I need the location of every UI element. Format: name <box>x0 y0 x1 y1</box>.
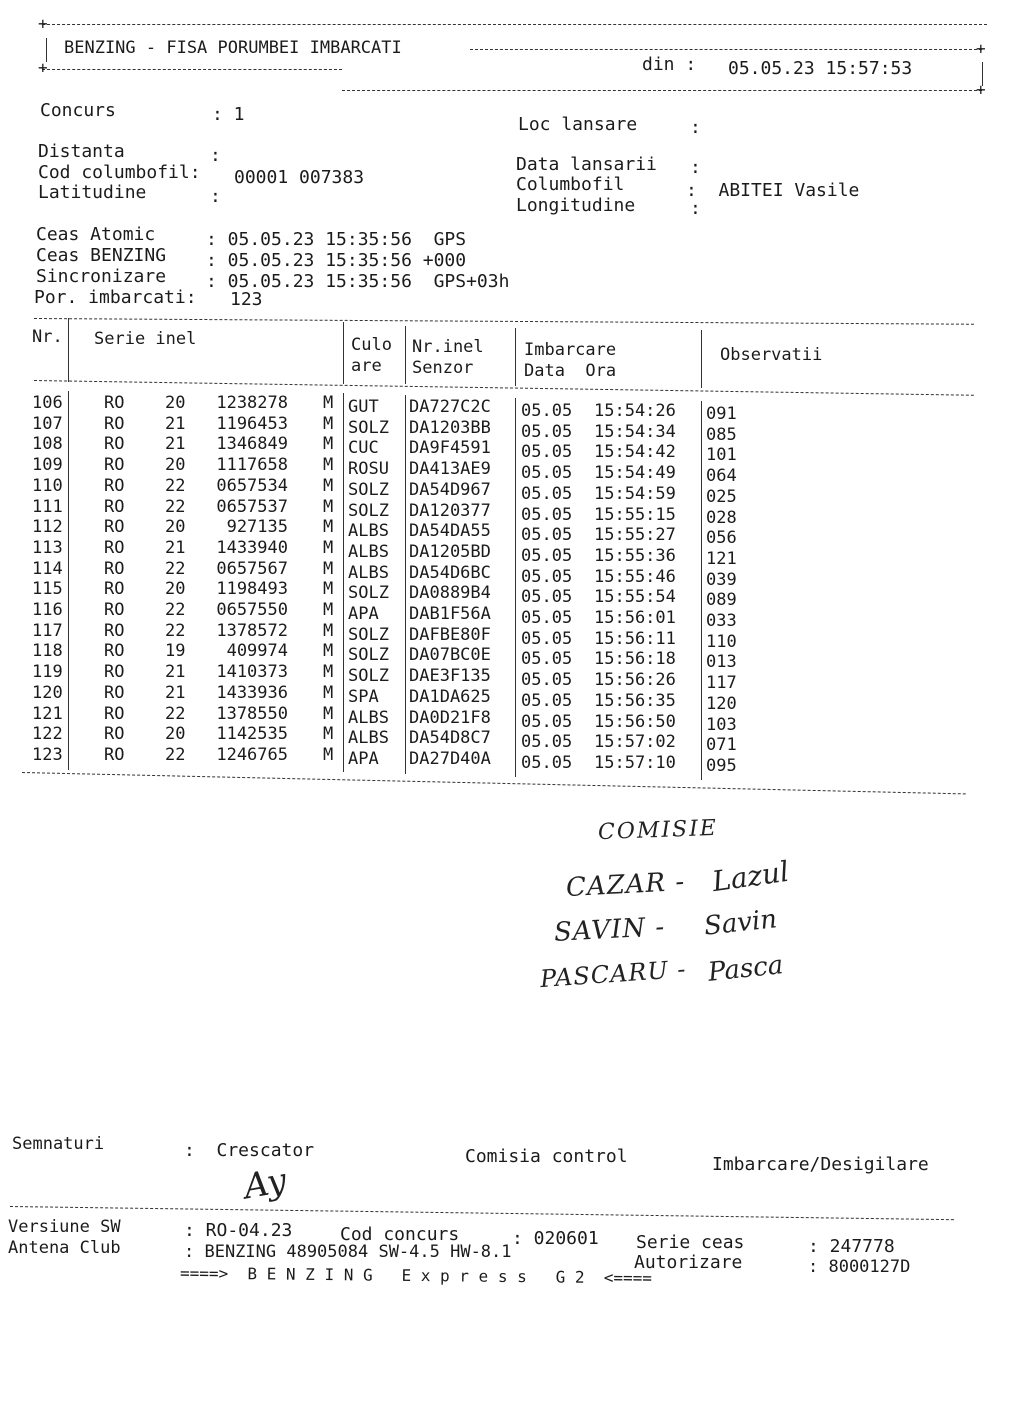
table-header-sep-3 <box>405 326 406 384</box>
crescator-signature: Ay <box>240 1160 290 1208</box>
header-plus-tl: + <box>38 14 48 33</box>
cell-time: 15:57:10 <box>594 752 676 773</box>
commission-signature-2: Savin <box>702 904 779 942</box>
col-header-nr: Nr. <box>32 327 63 347</box>
table-bottom-rule <box>22 772 966 794</box>
header-bottom-rule <box>342 90 982 91</box>
cell-color: SOLZ <box>348 583 389 604</box>
cell-sensor: DA1205BD <box>409 541 491 562</box>
cell-obs: 064 <box>706 466 737 487</box>
cell-sex: M <box>323 434 334 455</box>
cell-date: 05.05 <box>521 752 573 773</box>
cell-country: RO <box>104 496 125 517</box>
cell-ring: 409974 <box>226 641 288 662</box>
cell-year: 21 <box>165 682 186 703</box>
col-header-are: are <box>351 356 382 376</box>
cell-year: 22 <box>165 744 186 765</box>
por-imbarcati-label: Por. imbarcati: <box>34 287 197 308</box>
cell-date: 05.05 <box>521 545 573 566</box>
cell-color: SOLZ <box>348 645 389 666</box>
comisie-handwritten: COMISIE <box>597 815 719 846</box>
cell-color: APA <box>348 604 379 624</box>
cell-country: RO <box>104 413 125 434</box>
cell-sensor: DA54D8C7 <box>409 728 491 749</box>
table-header-sep-2 <box>343 322 344 384</box>
por-imbarcati-value: 123 <box>230 289 263 310</box>
cell-nr: 106 <box>32 393 63 413</box>
cell-nr: 111 <box>32 496 63 517</box>
cod-concurs-label: Cod concurs <box>340 1224 460 1245</box>
col-header-nr-inel: Nr.inel <box>412 337 484 357</box>
latitudine-value: : <box>210 186 221 207</box>
cell-sensor: DA120377 <box>409 500 491 521</box>
cell-sex: M <box>323 393 334 413</box>
cell-nr: 121 <box>32 703 63 724</box>
commission-name-1: CAZAR - <box>565 866 686 904</box>
ceas-benzing-label: Ceas BENZING <box>36 245 167 266</box>
cell-ring: 1142535 <box>216 724 288 745</box>
cell-date: 05.05 <box>521 587 573 608</box>
cell-country: RO <box>104 475 125 496</box>
data-lansarii-label: Data lansarii <box>516 154 657 175</box>
cell-ring: 0657534 <box>216 475 288 496</box>
cell-ring: 0657567 <box>216 558 288 579</box>
cell-color: SPA <box>348 686 379 707</box>
table-header-sep-4 <box>515 328 516 386</box>
sincronizare-label: Sincronizare <box>36 266 167 287</box>
versiune-sw-label: Versiune SW <box>8 1217 121 1237</box>
cell-date: 05.05 <box>521 711 573 732</box>
document-title: BENZING - FISA PORUMBEI IMBARCATI <box>64 38 402 58</box>
cell-ring: 1196453 <box>216 413 288 434</box>
cell-time: 15:56:18 <box>594 649 676 670</box>
cell-sensor: DA9F4591 <box>409 438 491 459</box>
cell-date: 05.05 <box>521 608 573 628</box>
cell-sensor: DA54D6BC <box>409 562 491 583</box>
cell-color: ALBS <box>348 707 389 728</box>
cell-country: RO <box>104 434 125 455</box>
cell-time: 15:57:02 <box>594 732 676 753</box>
cell-sensor: DA54D967 <box>409 479 491 500</box>
cell-obs: 013 <box>706 652 737 673</box>
loc-lansare-label: Loc lansare <box>518 114 638 135</box>
cell-time: 15:56:50 <box>594 711 676 732</box>
cell-year: 20 <box>165 724 186 745</box>
cell-nr: 108 <box>32 434 63 455</box>
cell-ring: 1378572 <box>216 620 288 641</box>
cell-country: RO <box>104 393 125 413</box>
cell-color: CUC <box>348 438 379 459</box>
header-din-label: din : <box>642 54 697 75</box>
cell-sex: M <box>323 620 334 641</box>
longitudine-value: : <box>690 198 701 219</box>
cell-time: 15:56:01 <box>594 608 676 628</box>
cell-obs: 103 <box>706 714 737 735</box>
cell-year: 19 <box>165 641 186 662</box>
cell-obs: 101 <box>706 445 737 466</box>
cell-ring: 927135 <box>226 517 288 538</box>
cell-sensor: DA413AE9 <box>409 459 491 480</box>
cell-country: RO <box>104 744 125 765</box>
cell-color: SOLZ <box>348 479 389 500</box>
cell-date: 05.05 <box>521 690 573 711</box>
header-plus-ml: + <box>38 58 48 77</box>
cell-country: RO <box>104 641 125 662</box>
cell-country: RO <box>104 703 125 724</box>
cell-sensor: DA727C2C <box>409 397 491 417</box>
header-plus-br: + <box>976 80 986 99</box>
cell-ring: 1238278 <box>216 393 288 413</box>
cell-date: 05.05 <box>521 401 573 421</box>
cell-country: RO <box>104 620 125 641</box>
cell-obs: 056 <box>706 528 737 549</box>
longitudine-label: Longitudine <box>516 195 636 216</box>
cell-date: 05.05 <box>521 463 573 484</box>
cell-nr: 113 <box>32 537 63 558</box>
cell-time: 15:55:15 <box>594 504 676 525</box>
cell-obs: 120 <box>706 693 737 714</box>
cell-sex: M <box>323 662 334 683</box>
cell-date: 05.05 <box>521 649 573 670</box>
cell-obs: 033 <box>706 611 737 631</box>
cell-year: 22 <box>165 496 186 517</box>
cell-sex: M <box>323 496 334 517</box>
cell-country: RO <box>104 579 125 600</box>
cell-nr: 119 <box>32 662 63 683</box>
cell-obs: 121 <box>706 548 737 569</box>
col-header-data-ora: Data Ora <box>524 361 617 381</box>
cod-columbofil-value: 00001 007383 <box>234 167 365 188</box>
serie-ceas-label: Serie ceas <box>636 1232 745 1253</box>
cell-time: 15:55:46 <box>594 566 676 587</box>
cell-date: 05.05 <box>521 525 573 546</box>
cell-ring: 1346849 <box>216 434 288 455</box>
imbarcare-desigilare-label: Imbarcare/Desigilare <box>712 1154 929 1175</box>
commission-signature-1: Lazul <box>710 854 791 899</box>
columbofil-value: : ABITEI Vasile <box>686 180 860 201</box>
table-body-sep-4 <box>515 398 516 777</box>
ceas-atomic-value: : 05.05.23 15:35:56 GPS <box>206 229 467 250</box>
cell-time: 15:56:35 <box>594 690 676 711</box>
cell-obs: 110 <box>706 631 737 652</box>
cell-color: GUT <box>348 397 379 417</box>
cell-color: ALBS <box>348 562 389 583</box>
cell-ring: 0657550 <box>216 600 288 620</box>
cell-ring: 1410373 <box>216 662 288 683</box>
col-header-senzor: Senzor <box>412 358 474 378</box>
cell-nr: 116 <box>32 600 63 620</box>
cell-ring: 1433936 <box>216 682 288 703</box>
cell-ring: 1198493 <box>216 579 288 600</box>
cell-obs: 028 <box>706 507 737 528</box>
cell-ring: 1246765 <box>216 744 288 765</box>
cell-nr: 123 <box>32 744 63 765</box>
cell-time: 15:54:59 <box>594 483 676 504</box>
cell-obs: 091 <box>706 404 737 424</box>
table-header-sep-1 <box>68 318 69 382</box>
cell-color: SOLZ <box>348 624 389 645</box>
cell-year: 22 <box>165 703 186 724</box>
cell-year: 22 <box>165 558 186 579</box>
cell-date: 05.05 <box>521 504 573 525</box>
commission-name-3: PASCARU - <box>539 954 688 994</box>
cell-nr: 114 <box>32 558 63 579</box>
cell-time: 15:55:36 <box>594 545 676 566</box>
crescator-label: : Crescator <box>184 1140 315 1161</box>
latitudine-label: Latitudine <box>38 182 147 203</box>
cell-color: SOLZ <box>348 500 389 521</box>
cell-obs: 025 <box>706 486 737 507</box>
semnaturi-label: Semnaturi <box>12 1134 105 1154</box>
cell-sensor: DA07BC0E <box>409 645 491 666</box>
cell-color: SOLZ <box>348 666 389 687</box>
cell-sex: M <box>323 413 334 434</box>
cell-sex: M <box>323 724 334 745</box>
cell-sensor: DA27D40A <box>409 748 491 769</box>
cell-sex: M <box>323 517 334 538</box>
data-lansarii-value: : <box>690 157 701 178</box>
antena-club-value: : BENZING 48905084 SW-4.5 HW-8.1 <box>184 1242 512 1262</box>
autorizare-label: Autorizare <box>634 1252 743 1273</box>
cell-time: 15:54:42 <box>594 442 676 463</box>
cell-country: RO <box>104 724 125 745</box>
cell-color: SOLZ <box>348 417 389 438</box>
cell-sex: M <box>323 744 334 765</box>
cell-year: 21 <box>165 413 186 434</box>
cell-time: 15:54:26 <box>594 401 676 421</box>
cell-date: 05.05 <box>521 566 573 587</box>
cell-sex: M <box>323 579 334 600</box>
cod-columbofil-label: Cod columbofil: <box>38 162 201 183</box>
cell-sex: M <box>323 455 334 476</box>
cell-obs: 095 <box>706 755 737 776</box>
cell-nr: 118 <box>32 641 63 662</box>
concurs-value: : 1 <box>212 104 245 125</box>
cell-obs: 085 <box>706 424 737 445</box>
cell-time: 15:55:27 <box>594 525 676 546</box>
comisia-control-label: Comisia control <box>465 1146 628 1167</box>
cell-sensor: DA0D21F8 <box>409 707 491 728</box>
cell-sensor: DA1203BB <box>409 417 491 438</box>
cell-time: 15:54:34 <box>594 421 676 442</box>
cell-year: 20 <box>165 517 186 538</box>
cell-sensor: DA0889B4 <box>409 583 491 604</box>
distanta-value: : <box>210 145 221 166</box>
cod-concurs-value: : 020601 <box>512 1228 599 1249</box>
table-top-rule <box>34 318 974 325</box>
columbofil-label: Columbofil <box>516 174 625 195</box>
cell-ring: 0657537 <box>216 496 288 517</box>
header-mid-rule <box>42 69 342 70</box>
cell-sex: M <box>323 682 334 703</box>
header-plus-tr: + <box>976 39 986 58</box>
cell-nr: 115 <box>32 579 63 600</box>
cell-obs: 071 <box>706 735 737 756</box>
footer-rule <box>10 1206 954 1220</box>
cell-year: 22 <box>165 620 186 641</box>
cell-nr: 109 <box>32 455 63 476</box>
cell-color: ALBS <box>348 728 389 749</box>
cell-sensor: DA54DA55 <box>409 521 491 542</box>
col-header-culo: Culo <box>351 335 392 355</box>
cell-nr: 112 <box>32 517 63 538</box>
cell-year: 20 <box>165 579 186 600</box>
table-body-sep-2 <box>343 393 344 772</box>
cell-ring: 1433940 <box>216 537 288 558</box>
distanta-label: Distanta <box>38 141 125 162</box>
commission-name-2: SAVIN - <box>553 912 666 948</box>
commission-signature-3: Pasca <box>706 950 785 988</box>
table-body-sep-5 <box>701 401 702 780</box>
header-right-rule <box>470 49 982 50</box>
cell-date: 05.05 <box>521 732 573 753</box>
cell-sex: M <box>323 641 334 662</box>
cell-year: 22 <box>165 600 186 620</box>
cell-sensor: DAB1F56A <box>409 604 491 624</box>
cell-country: RO <box>104 600 125 620</box>
cell-time: 15:54:49 <box>594 463 676 484</box>
cell-sensor: DA1DA625 <box>409 686 491 707</box>
cell-ring: 1117658 <box>216 455 288 476</box>
cell-year: 20 <box>165 455 186 476</box>
cell-sensor: DAE3F135 <box>409 666 491 687</box>
cell-time: 15:56:11 <box>594 628 676 649</box>
cell-country: RO <box>104 517 125 538</box>
cell-year: 21 <box>165 662 186 683</box>
cell-year: 21 <box>165 434 186 455</box>
cell-ring: 1378550 <box>216 703 288 724</box>
header-top-rule <box>42 24 987 25</box>
ceas-benzing-value: : 05.05.23 15:35:56 +000 <box>206 250 467 271</box>
cell-obs: 039 <box>706 569 737 590</box>
cell-date: 05.05 <box>521 421 573 442</box>
cell-date: 05.05 <box>521 483 573 504</box>
cell-nr: 107 <box>32 413 63 434</box>
col-header-serie: Serie inel <box>94 329 197 349</box>
cell-nr: 110 <box>32 475 63 496</box>
cell-date: 05.05 <box>521 670 573 691</box>
sincronizare-value: : 05.05.23 15:35:56 GPS+03h <box>206 271 510 292</box>
versiune-sw-value: : RO-04.23 <box>184 1220 293 1241</box>
autorizare-value: : 8000127D <box>808 1257 911 1277</box>
cell-color: ROSU <box>348 459 389 480</box>
cell-sex: M <box>323 537 334 558</box>
cell-nr: 117 <box>32 620 63 641</box>
cell-country: RO <box>104 558 125 579</box>
cell-year: 22 <box>165 475 186 496</box>
cell-sensor: DAFBE80F <box>409 624 491 645</box>
cell-sex: M <box>323 558 334 579</box>
table-body-sep-3 <box>405 395 406 774</box>
cell-time: 15:55:54 <box>594 587 676 608</box>
cell-date: 05.05 <box>521 628 573 649</box>
col-header-observatii: Observatii <box>720 345 823 365</box>
cell-color: ALBS <box>348 521 389 542</box>
cell-obs: 117 <box>706 673 737 694</box>
header-datetime: 05.05.23 15:57:53 <box>728 58 913 79</box>
benzing-express-banner: ====> B E N Z I N G E x p r e s s G 2 <==== <box>179 1263 653 1288</box>
cell-country: RO <box>104 455 125 476</box>
cell-nr: 120 <box>32 682 63 703</box>
cell-color: ALBS <box>348 541 389 562</box>
cell-obs: 089 <box>706 590 737 611</box>
antena-club-label: Antena Club <box>8 1238 121 1258</box>
serie-ceas-value: : 247778 <box>808 1236 895 1257</box>
cell-year: 21 <box>165 537 186 558</box>
cell-sex: M <box>323 703 334 724</box>
concurs-label: Concurs <box>40 100 116 121</box>
table-body-sep-1 <box>68 391 69 770</box>
loc-lansare-value: : <box>690 117 701 138</box>
table-header-sep-5 <box>701 330 702 388</box>
cell-date: 05.05 <box>521 442 573 463</box>
cell-time: 15:56:26 <box>594 670 676 691</box>
cell-sex: M <box>323 600 334 620</box>
cell-sex: M <box>323 475 334 496</box>
cell-country: RO <box>104 537 125 558</box>
cell-color: APA <box>348 748 379 769</box>
ceas-atomic-label: Ceas Atomic <box>36 224 156 245</box>
cell-country: RO <box>104 662 125 683</box>
col-header-imbarcare: Imbarcare <box>524 340 617 360</box>
cell-year: 20 <box>165 393 186 413</box>
cell-nr: 122 <box>32 724 63 745</box>
cell-country: RO <box>104 682 125 703</box>
